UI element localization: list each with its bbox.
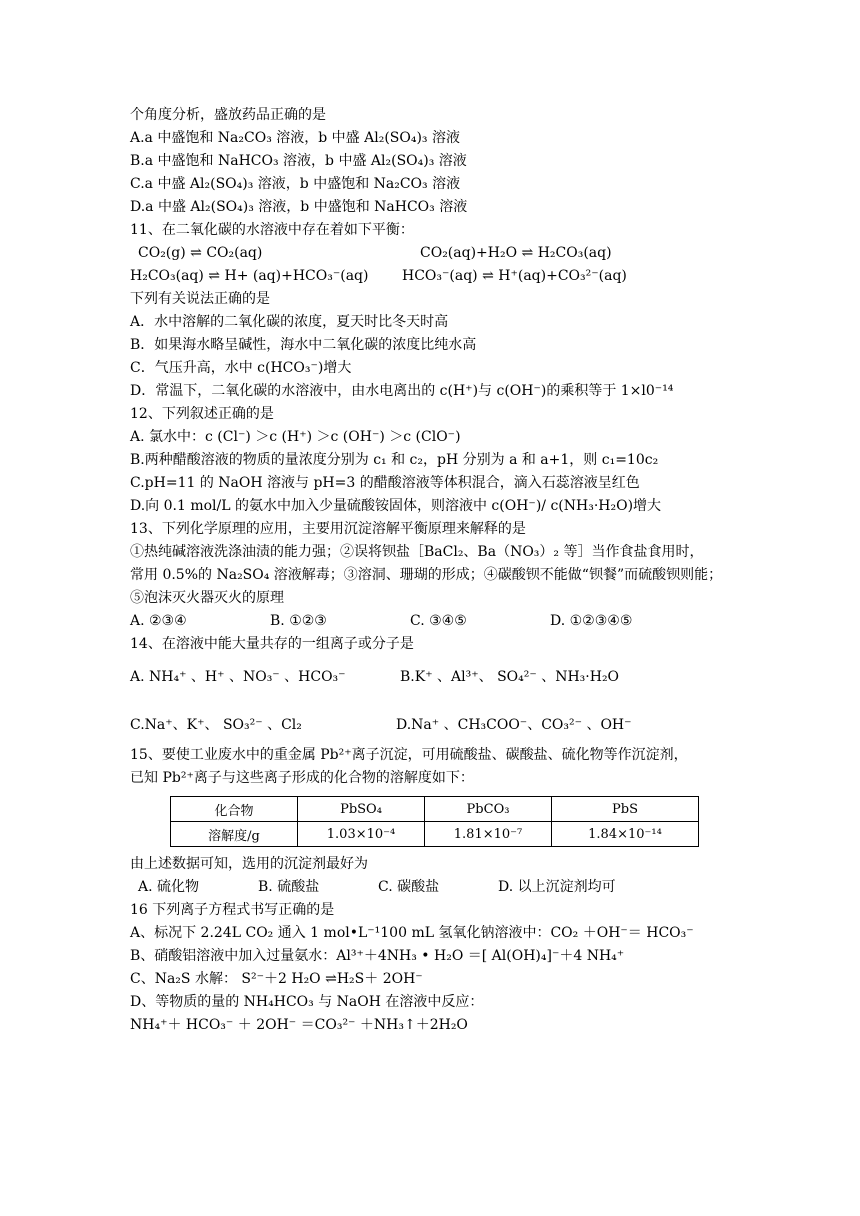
- table-cell: PbS: [552, 797, 699, 822]
- statement-line: ⑤泡沫灭火器灭火的原理: [130, 590, 284, 606]
- question-13: 13、下列化学原理的应用，主要用沉淀溶解平衡原理来解释的是: [130, 521, 526, 537]
- question-15-cont: 已知 Pb²⁺离子与这些离子形成的化合物的溶解度如下：: [130, 770, 474, 786]
- option-b: B.两种醋酸溶液的物质的量浓度分别为 c₁ 和 c₂，pH 分别为 a 和 a+1，则 c₁=10c₂: [130, 452, 659, 468]
- option-d: D.Na⁺ 、CH₃COO⁻、CO₃²⁻ 、OH⁻: [396, 717, 632, 733]
- option-c: C.a 中盛 Al₂(SO₄)₃ 溶液，b 中盛饱和 Na₂CO₃ 溶液: [130, 176, 461, 192]
- question-stem: 下列有关说法正确的是: [130, 291, 270, 307]
- option-a: A.a 中盛饱和 Na₂CO₃ 溶液，b 中盛 Al₂(SO₄)₃ 溶液: [130, 130, 460, 146]
- option-b: B.a 中盛饱和 NaHCO₃ 溶液，b 中盛 Al₂(SO₄)₃ 溶液: [130, 153, 467, 169]
- table-cell: 溶解度/g: [171, 822, 298, 847]
- option-c: C. 碳酸盐: [378, 879, 440, 895]
- option-b: B. ①②③: [270, 613, 327, 629]
- equation: HCO₃⁻(aq) ⇌ H⁺(aq)+CO₃²⁻(aq): [402, 268, 627, 284]
- equation: CO₂(g) ⇌ CO₂(aq): [138, 245, 263, 261]
- table-row: [171, 822, 699, 847]
- table-cell: PbCO₃: [425, 797, 552, 822]
- equation-row: [130, 265, 830, 288]
- options-row: [130, 610, 830, 633]
- equation: H₂CO₃(aq) ⇌ H+ (aq)+HCO₃⁻(aq): [130, 268, 369, 284]
- option-b: B．如果海水略呈碱性，海水中二氧化碳的浓度比纯水高: [130, 337, 477, 353]
- options-row: [130, 700, 830, 744]
- option-b: B.K⁺ 、Al³⁺、 SO₄²⁻ 、NH₃·H₂O: [400, 669, 620, 685]
- option-c: C、Na₂S 水解： S²⁻＋2 H₂O ⇌H₂S＋ 2OH⁻: [130, 971, 423, 987]
- option-b: B、硝酸铝溶液中加入过量氨水：Al³⁺＋4NH₃ • H₂O ＝[ Al(OH)₄]⁻＋4 NH₄⁺: [130, 948, 625, 964]
- option-d: D. 以上沉淀剂均可: [498, 879, 616, 895]
- option-c: C.pH=11 的 NaOH 溶液与 pH=3 的醋酸溶液等体积混合，滴入石蕊溶液呈红色: [130, 475, 640, 491]
- table-cell: 1.81×10⁻⁷: [425, 822, 552, 847]
- options-row: [130, 876, 830, 899]
- option-a: A. ②③④: [130, 613, 187, 629]
- option-d: D. ①②③④⑤: [550, 613, 633, 629]
- equation-row: [130, 242, 830, 265]
- table-header-row: [171, 797, 699, 822]
- question-15: 15、要使工业废水中的重金属 Pb²⁺离子沉淀，可用硫酸盐、碳酸盐、硫化物等作沉淀剂，: [130, 747, 688, 763]
- question-14: 14、在溶液中能大量共存的一组离子或分子是: [130, 636, 414, 652]
- statement-line: 常用 0.5%的 Na₂SO₄ 溶液解毒；③溶洞、珊瑚的形成；④碳酸钡不能做“钡餐”而硫酸钡则能；: [130, 567, 723, 583]
- table-cell: 化合物: [171, 797, 298, 822]
- question-11: 11、在二氧化碳的水溶液中存在着如下平衡：: [130, 222, 414, 238]
- table-cell: PbSO₄: [298, 797, 425, 822]
- solubility-table: [170, 796, 699, 847]
- document-page: [130, 104, 830, 1037]
- option-c: C．气压升高，水中 c(HCO₃⁻)增大: [130, 360, 352, 376]
- table-cell: 1.03×10⁻⁴: [298, 822, 425, 847]
- question-16: 16 下列离子方程式书写正确的是: [130, 902, 335, 918]
- option-d: D.向 0.1 mol/L 的氨水中加入少量硫酸铵固体，则溶液中 c(OH⁻)/ c(NH₃·H₂O)增大: [130, 498, 662, 514]
- option-b: B. 硫酸盐: [258, 879, 320, 895]
- option-a: A. NH₄⁺ 、H⁺ 、NO₃⁻ 、HCO₃⁻: [130, 669, 346, 685]
- option-c: C. ③④⑤: [410, 613, 467, 629]
- question-stem: 由上述数据可知，选用的沉淀剂最好为: [130, 856, 368, 872]
- question-12: 12、下列叙述正确的是: [130, 406, 274, 422]
- options-row: [130, 656, 830, 700]
- option-a: A. 氯水中：c (Cl⁻) ＞c (H⁺) ＞c (OH⁻) ＞c (ClO⁻): [130, 429, 461, 445]
- option-d: D．常温下，二氧化碳的水溶液中，由水电离出的 c(H⁺)与 c(OH⁻)的乘积等于 1×l0⁻¹⁴: [130, 383, 674, 399]
- text-line: 个角度分析，盛放药品正确的是: [130, 107, 326, 123]
- equation: NH₄⁺＋ HCO₃⁻ ＋ 2OH⁻ ＝CO₃²⁻ ＋NH₃↑＋2H₂O: [130, 1017, 468, 1033]
- table-cell: 1.84×10⁻¹⁴: [552, 822, 699, 847]
- option-c: C.Na⁺、K⁺、 SO₃²⁻ 、Cl₂: [130, 717, 302, 733]
- option-d: D.a 中盛 Al₂(SO₄)₃ 溶液，b 中盛饱和 NaHCO₃ 溶液: [130, 199, 468, 215]
- statement-line: ①热纯碱溶液洗涤油渍的能力强；②误将钡盐［BaCl₂、Ba（NO₃）₂ 等］当作食盐食用时，: [130, 544, 704, 560]
- equation: CO₂(aq)+H₂O ⇌ H₂CO₃(aq): [420, 245, 612, 261]
- option-a: A、标况下 2.24L CO₂ 通入 1 mol•L⁻¹100 mL 氢氧化钠溶液中：CO₂ ＋OH⁻＝ HCO₃⁻: [130, 925, 694, 941]
- option-a: A. 硫化物: [138, 879, 200, 895]
- option-d: D、等物质的量的 NH₄HCO₃ 与 NaOH 在溶液中反应：: [130, 994, 484, 1010]
- option-a: A．水中溶解的二氧化碳的浓度，夏天时比冬天时高: [130, 314, 449, 330]
